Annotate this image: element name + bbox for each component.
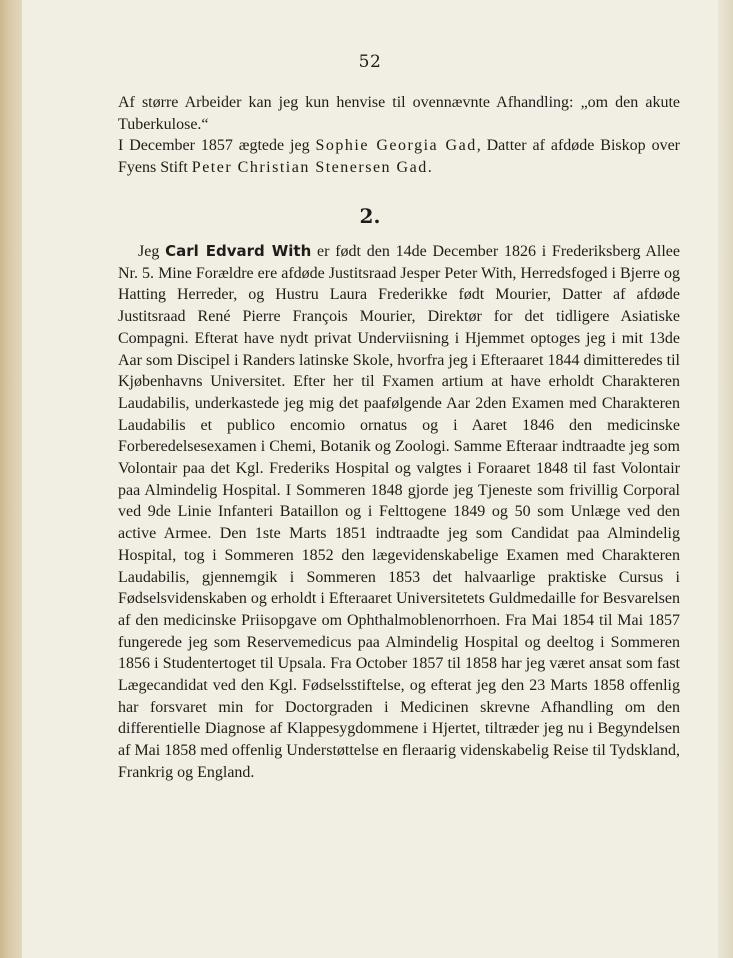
page-edge — [718, 0, 733, 958]
biography-text — [118, 241, 680, 784]
biography-body: er født den 14de December 1826 i Frederiksberg Allee Nr. 5. Mine Forældre ere afdøde Justitsraad Jesper Peter With, Herredsfoged i Bjerre og Hatting Herreder, og Hustru Laura Frederikke født Mourier, Datter af afdøde Justitsraad René Pierre François Mourier, Direktør for det tidligere Asiatiske Compagni. Efterat have nydt privat Underviisning i Hjemmet optoges jeg i mit 13de Aar som Discipel i Randers latinske Skole, hvorfra jeg i Efteraaret 1844 dimitteredes til Kjøbenhavns Universitet. Efter her til Fxamen artium at have erholdt Charakteren Laudabilis, underkastede jeg mig det paafølgende Aar 2den Examen med Charakteren Laudabilis et publico encomio ornatus og i Aaret 1846 den medicinske Forberedelsesexamen i Chemi, Botanik og Zoologi. Samme Efteraar indtraadte jeg som Volontair paa det Kgl. Frederiks Hospital og valgtes i Foraaret 1848 til fast Volontair paa Almindelig Hospital. I Sommeren 1848 gjorde jeg Tjeneste som frivillig Corporal ved 9de Linie Infanteri Bataillon og i Felttogene 1849 og 50 som Unlæge ved den active Armee. Den 1ste Marts 1851 indtraadte jeg som Candidat paa Almindelig Hospital, tog i Sommeren 1852 den lægevidenskabelige Examen med Charakteren Laudabilis, gjennemgik i Sommeren 1853 det halvaarlige praktiske Cursus i Fødselsvidenskaben og erholdt i Efteraaret Universitetets Guldmedaille for Besvarelsen af den medicinske Priisopgave om Ophthalmoblenorrhoen. Fra Mai 1854 til Mai 1857 fungerede jeg som Reservemedicus paa Almindelig Hospital og deeltog i Sommeren 1856 i Studentertoget til Upsala. Fra October 1857 til 1858 har jeg været ansat som fast Lægecandidat ved den Kgl. Fødselsstiftelse, og efterat jeg den 23 Marts 1858 offenlig har forsvaret min for Doctorgraden i Medicinen skrevne Afhandling om den differentielle Diagnose af Klappesygdommene i Hjertet, tiltræder jeg nu i Begyndelsen af Mai 1858 med offenlig Understøttelse en fleraarig videnskabelig Reise til Tydskland, Frankrig og England. — [118, 243, 681, 781]
wife-name: Sophie Georgia Gad — [315, 137, 477, 155]
section-number: 2. — [359, 204, 381, 228]
marriage-suffix: . — [427, 159, 432, 177]
biography-paragraph — [118, 241, 680, 784]
author-name: Carl Edvard With — [165, 242, 312, 260]
biography-prefix: Jeg — [138, 243, 166, 260]
page-number: 52 — [358, 52, 382, 72]
marriage-prefix: I December 1857 ægtede jeg — [118, 137, 316, 155]
father-in-law-name: Peter Christian Stenersen Gad — [191, 159, 428, 177]
intro-line: Af større Arbeider kan jeg kun henvise til ovennævnte Afhandling: „om den akute Tuberkulose.“ — [118, 94, 680, 133]
intro-text — [118, 92, 680, 179]
marriage-middle: , Datter af afdøde Biskop over Fyens Stift — [118, 137, 680, 177]
book-page — [22, 0, 718, 958]
marriage-paragraph — [118, 135, 680, 178]
book-binding — [0, 0, 22, 958]
